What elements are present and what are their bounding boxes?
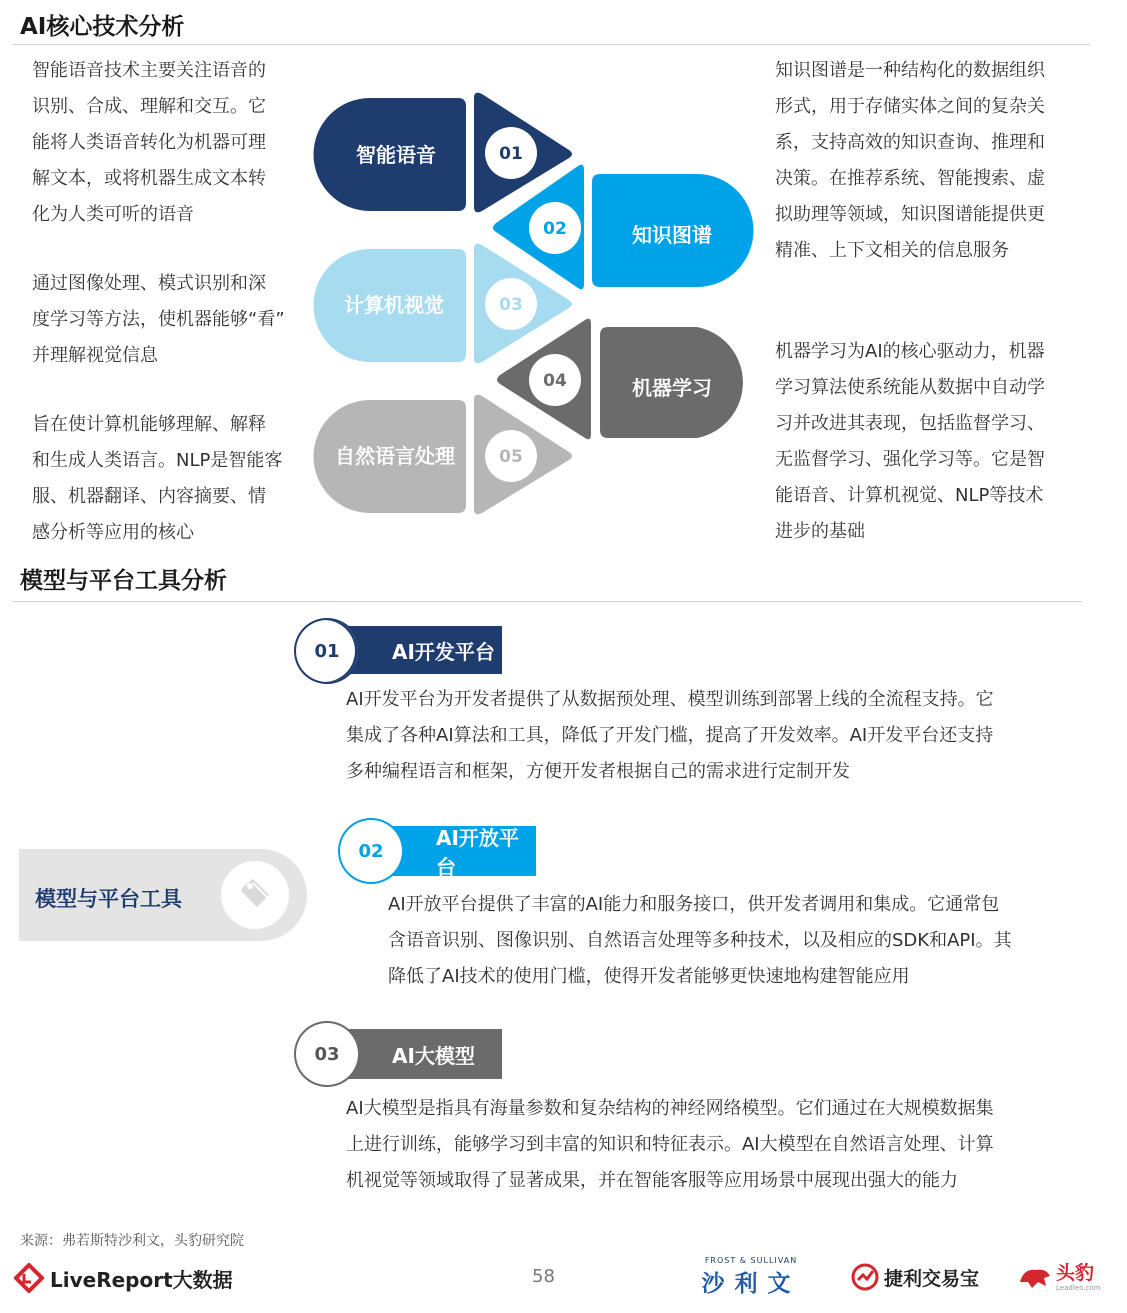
text-line: 能将人类语音转化为机器可理 xyxy=(32,132,266,153)
text-line: 降低了AI技术的使用门槛，使得开发者能够更快速地构建智能应用 xyxy=(388,966,910,987)
num-label-03: 03 xyxy=(499,295,523,315)
logo-jieli xyxy=(850,1260,979,1294)
text-line: 服、机器翻译、内容摘要、情 xyxy=(32,486,266,507)
text-line: 无监督学习、强化学习等。它是智 xyxy=(775,449,1045,470)
text-line: 系，支持高效的知识查询、推理和 xyxy=(775,132,1045,153)
section-divider xyxy=(12,44,1090,45)
right-text-knowledge xyxy=(775,53,1095,269)
item-title-03: AI大模型 xyxy=(392,1043,475,1068)
text-line: 机器学习为AI的核心驱动力，机器 xyxy=(775,341,1045,362)
left-text-nlp xyxy=(32,407,317,551)
text-line: 集成了各种AI算法和工具，降低了开发门槛，提高了开发效率。AI开发平台还支持 xyxy=(346,725,994,746)
text-line: 能语音、计算机视觉、NLP等技术 xyxy=(775,485,1044,506)
tech-label-voice: 智能语音 xyxy=(356,143,436,167)
left-text-voice xyxy=(32,53,312,233)
tag-icon xyxy=(221,861,289,929)
item-body-03 xyxy=(346,1091,1086,1199)
section-divider xyxy=(12,601,1082,602)
tech-label-nlp: 自然语言处理 xyxy=(335,444,455,468)
text-line: 形式，用于存储实体之间的复杂关 xyxy=(775,96,1045,117)
text-line: AI大模型是指具有海量参数和复杂结构的神经网络模型。它们通过在大规模数据集 xyxy=(346,1098,994,1119)
source-note: 来源：弗若斯特沙利文，头豹研究院 xyxy=(20,1233,244,1249)
text-line: 习并改进其表现，包括监督学习、 xyxy=(775,413,1045,434)
text-line: 进步的基础 xyxy=(775,521,865,542)
num-label-05: 05 xyxy=(499,447,523,467)
page-number: 58 xyxy=(532,1266,555,1287)
tech-label-vision: 计算机视觉 xyxy=(344,293,444,317)
tech-label-knowledge: 知识图谱 xyxy=(632,223,712,247)
logo-livereport-text: LiveReport大数据 xyxy=(50,1267,233,1292)
tech-label-ml: 机器学习 xyxy=(632,376,712,400)
text-line: 智能语音技术主要关注语音的 xyxy=(32,60,266,81)
logo-frost-text: 沙利文 xyxy=(701,1271,801,1297)
text-line: 化为人类可听的语音 xyxy=(32,204,194,225)
section-title-core-tech: AI核心技术分析 xyxy=(20,14,185,40)
text-line: 度学习等方法，使机器能够“看” xyxy=(32,309,285,330)
text-line: AI开发平台为开发者提供了从数据预处理、模型训练到部署上线的全流程支持。它 xyxy=(346,689,994,710)
text-line: 精准、上下文相关的信息服务 xyxy=(775,240,1009,261)
logo-leadleo-text: 头豹 xyxy=(1056,1262,1095,1284)
text-line: 决策。在推荐系统、智能搜索、虚 xyxy=(775,168,1045,189)
text-line: 旨在使计算机能够理解、解释 xyxy=(32,414,266,435)
text-line: 含语音识别、图像识别、自然语言处理等多种技术，以及相应的SDK和API。其 xyxy=(388,930,1012,951)
item-num-03: 03 xyxy=(296,1023,358,1085)
item-num-01: 01 xyxy=(296,620,358,682)
logo-jieli-text: 捷利交易宝 xyxy=(884,1267,980,1290)
section-title-platform: 模型与平台工具分析 xyxy=(20,568,227,594)
text-line: AI开放平台提供了丰富的AI能力和服务接口，供开发者调用和集成。它通常包 xyxy=(388,894,1000,915)
text-line: 上进行训练，能够学习到丰富的知识和特征表示。AI大模型在自然语言处理、计算 xyxy=(346,1134,994,1155)
side-label-text: 模型与平台工具 xyxy=(35,887,182,911)
text-line: 并理解视觉信息 xyxy=(32,345,158,366)
text-line: 知识图谱是一种结构化的数据组织 xyxy=(775,60,1045,81)
text-line: 拟助理等领域，知识图谱能提供更 xyxy=(775,204,1045,225)
item-title-01: AI开发平台 xyxy=(392,639,495,664)
tech-diagram xyxy=(300,85,770,525)
logo-livereport xyxy=(14,1262,233,1294)
item-body-01 xyxy=(346,682,1086,790)
left-text-vision xyxy=(32,266,317,374)
jieli-logo-icon xyxy=(850,1262,880,1292)
item-body-02 xyxy=(388,887,1108,995)
logo-frost-top: FROST & SULLIVAN xyxy=(704,1256,798,1265)
logo-frost-sullivan xyxy=(688,1256,814,1298)
text-line: 通过图像处理、模式识别和深 xyxy=(32,273,266,294)
side-label-box xyxy=(19,849,307,941)
num-label-02: 02 xyxy=(543,219,567,239)
livereport-logo-icon xyxy=(14,1263,44,1293)
num-label-01: 01 xyxy=(499,144,523,164)
leopard-logo-icon xyxy=(1018,1262,1052,1290)
text-line: 解文本，或将机器生成文本转 xyxy=(32,168,266,189)
num-label-04: 04 xyxy=(543,371,567,391)
text-line: 机视觉等领域取得了显著成果，并在智能客服等应用场景中展现出强大的能力 xyxy=(346,1170,958,1191)
item-title-02: AI开放平台 xyxy=(436,826,519,879)
text-line: 学习算法使系统能从数据中自动学 xyxy=(775,377,1045,398)
text-line: 识别、合成、理解和交互。它 xyxy=(32,96,266,117)
text-line: 多种编程语言和框架，方便开发者根据自己的需求进行定制开发 xyxy=(346,761,850,782)
item-num-02: 02 xyxy=(340,820,402,882)
logo-leadleo-sub: Leadleo.com xyxy=(1056,1284,1101,1292)
text-line: 感分析等应用的核心 xyxy=(32,522,194,543)
text-line: 和生成人类语言。NLP是智能客 xyxy=(32,450,283,471)
right-text-ml xyxy=(775,334,1095,550)
